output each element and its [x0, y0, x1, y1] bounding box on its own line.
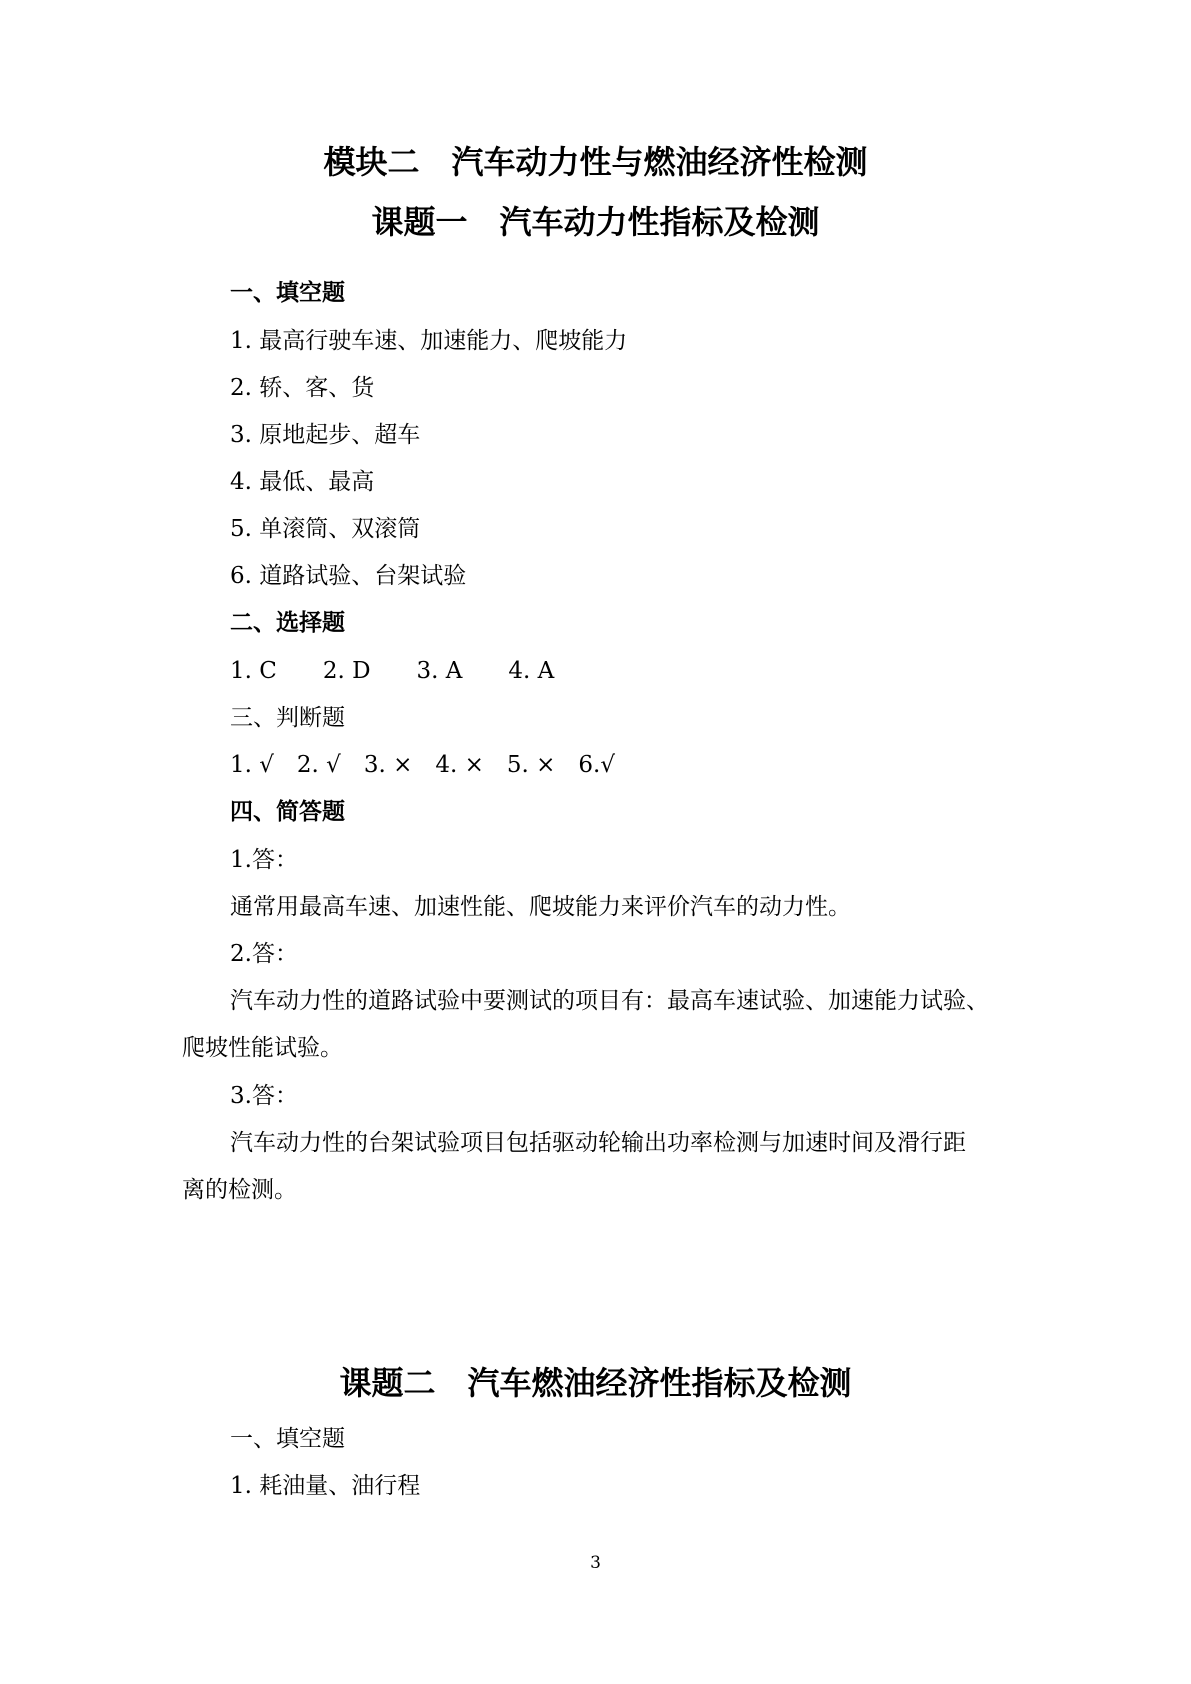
short-q2-text-line1: 汽车动力性的道路试验中要测试的项目有：最高车速试验、加速能力试验、 [230, 988, 989, 1014]
lesson2-title: 课题二 汽车燃油经济性指标及检测 [339, 1364, 852, 1402]
fill-item-2: 2. 轿、客、货 [230, 375, 375, 401]
lesson1-choice-heading: 二、选择题 [230, 610, 345, 636]
lesson2-fill-heading: 一、填空题 [230, 1426, 345, 1452]
lesson1-title: 课题一 汽车动力性指标及检测 [371, 203, 820, 241]
short-q3-text-line2: 离的检测。 [182, 1177, 297, 1203]
judge-answers: 1. √ 2. √ 3. × 4. × 5. × 6.√ [230, 752, 616, 778]
short-q1-text: 通常用最高车速、加速性能、爬坡能力来评价汽车的动力性。 [230, 894, 851, 920]
lesson2-fill-item-1: 1. 耗油量、油行程 [230, 1473, 421, 1499]
short-q1-label: 1.答： [230, 847, 298, 873]
fill-item-6: 6. 道路试验、台架试验 [230, 563, 467, 589]
fill-item-3: 3. 原地起步、超车 [230, 422, 421, 448]
lesson1-judge-heading: 三、判断题 [230, 705, 345, 731]
module-title: 模块二 汽车动力性与燃油经济性检测 [323, 143, 868, 181]
fill-item-5: 5. 单滚筒、双滚筒 [230, 516, 421, 542]
short-q3-text-line1: 汽车动力性的台架试验项目包括驱动轮输出功率检测与加速时间及滑行距 [230, 1130, 966, 1156]
fill-item-1: 1. 最高行驶车速、加速能力、爬坡能力 [230, 328, 628, 354]
choice-answers: 1. C 2. D 3. A 4. A [230, 658, 555, 684]
lesson1-fill-heading: 一、填空题 [230, 280, 345, 306]
short-q2-text-line2: 爬坡性能试验。 [182, 1035, 343, 1061]
short-q3-label: 3.答： [230, 1083, 298, 1109]
page-number: 3 [590, 1553, 601, 1573]
fill-item-4: 4. 最低、最高 [230, 469, 375, 495]
short-q2-label: 2.答： [230, 941, 298, 967]
lesson1-short-heading: 四、简答题 [230, 799, 345, 825]
